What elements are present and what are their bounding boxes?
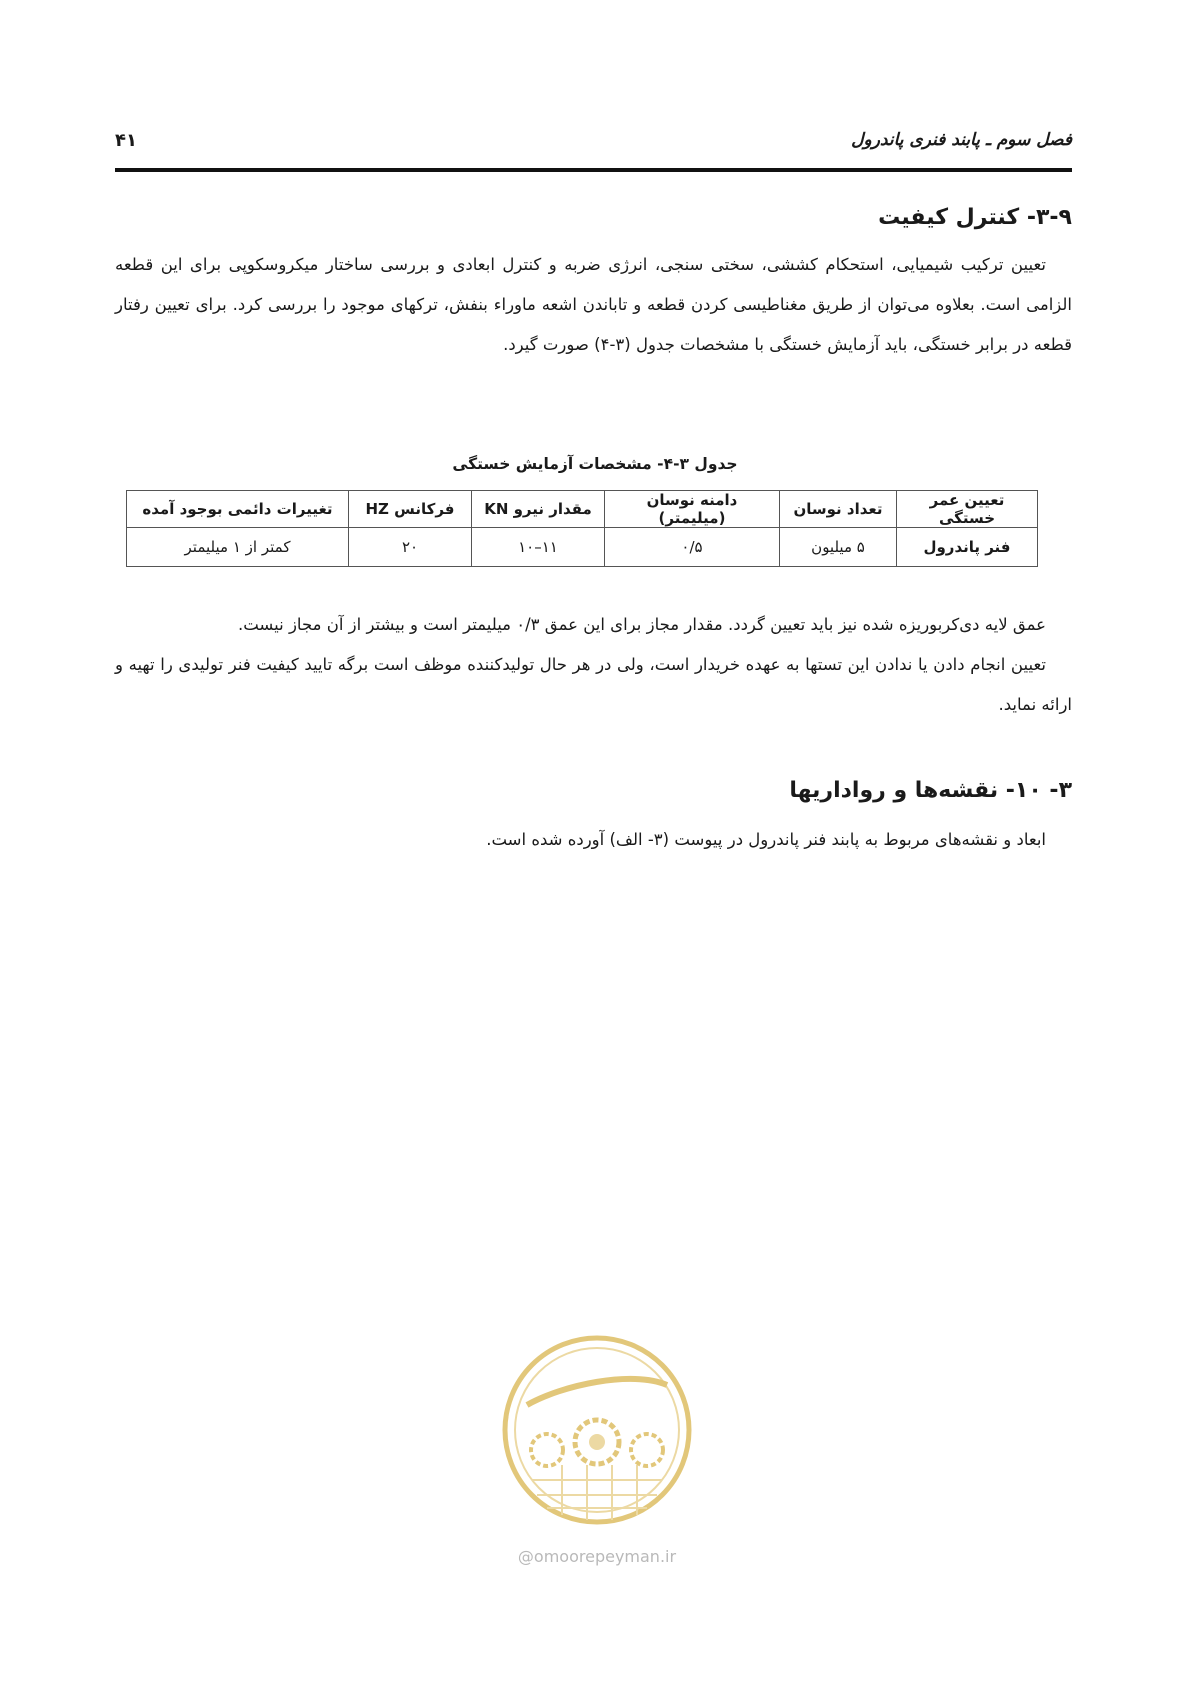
watermark-logo: [492, 1330, 702, 1530]
table-cell: ۵ میلیون: [780, 528, 897, 567]
table-header-cell: تعیین عمر خستگی: [897, 491, 1038, 528]
table-header-cell: تغییرات دائمی بوجود آمده: [127, 491, 349, 528]
table-caption: جدول ۳-۴- مشخصات آزمایش خستگی: [452, 455, 738, 473]
table-cell: ۲۰: [349, 528, 472, 567]
table-header-cell: مقدار نیرو KN: [472, 491, 605, 528]
table-cell: کمتر از ۱ میلیمتر: [127, 528, 349, 567]
quality-control-text: تعیین ترکیب شیمیایی، استحکام کششی، سختی سنجی، انرژی ضربه و کنترل ابعادی و بررسی ساختار میکروسکوپی برای این قطعه الزامی است. بعلاوه می‌توان از طریق مغناطیسی کردن قطعه و تاباندن اشعه ماوراء بنفش، ترکهای موجود را بررسی کرد. برای تعیین رفتار قطعه در برابر خستگی، باید آزمایش خستگی با مشخصات جدول (۳-۴) صورت گیرد.: [115, 255, 1072, 354]
page-number: ۴۱: [115, 130, 137, 151]
drawings-paragraph: [115, 820, 1072, 860]
fatigue-test-table: [126, 490, 1038, 567]
quality-control-paragraph: [115, 245, 1072, 365]
table-cell: ۱۱–۱۰: [472, 528, 605, 567]
decarburization-paragraph: [115, 605, 1072, 645]
table-row: [127, 528, 1038, 567]
decarburization-text: عمق لایه دی‌کربوریزه شده نیز باید تعیین گردد. مقدار مجاز برای این عمق ۰/۳ میلیمتر است و بیشتر از آن مجاز نیست.: [237, 615, 1046, 634]
table-cell: ۰/۵: [605, 528, 780, 567]
header-rule: [115, 168, 1072, 172]
watermark-site: @omoorepeyman.ir: [517, 1547, 677, 1566]
table-header-row: [127, 491, 1038, 528]
table-header-cell: دامنه نوسان (میلیمتر): [605, 491, 780, 528]
drawings-text: ابعاد و نقشه‌های مربوط به پابند فنر پاندرول در پیوست (۳- الف) آورده شده است.: [486, 830, 1046, 849]
running-title: فصل سوم ـ پابند فنری پاندرول: [851, 130, 1072, 150]
section-heading-drawings: ۳- ۱۰- نقشه‌ها و رواداریها: [789, 778, 1072, 803]
table-row-header: فنر پاندرول: [897, 528, 1038, 567]
table-header-cell: فرکانس HZ: [349, 491, 472, 528]
buyer-responsibility-paragraph: [115, 645, 1072, 725]
section-heading-quality-control: ۳-۹- کنترل کیفیت: [878, 205, 1072, 230]
page-header: [115, 128, 1072, 162]
buyer-responsibility-text: تعیین انجام دادن یا ندادن این تستها به عهده خریدار است، ولی در هر حال تولیدکننده موظف است برگه تایید کیفیت فنر تولیدی را تهیه و ارائه نماید.: [115, 655, 1072, 714]
table-header-cell: تعداد نوسان: [780, 491, 897, 528]
